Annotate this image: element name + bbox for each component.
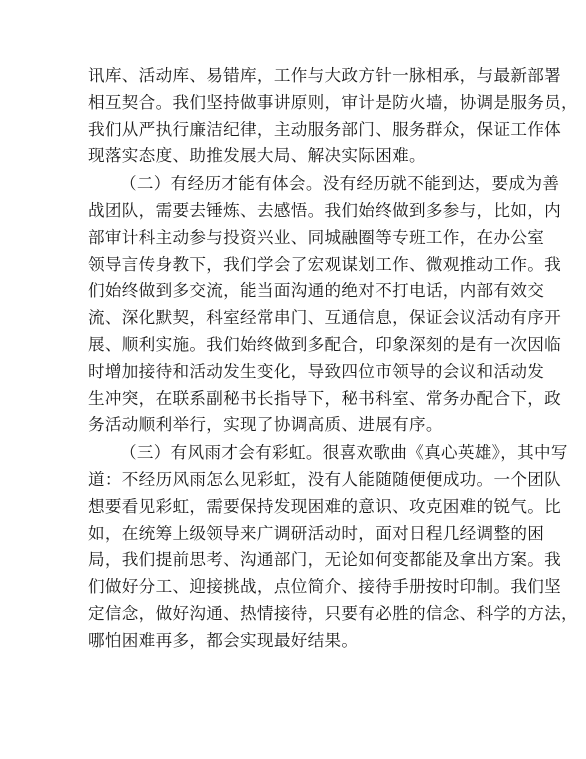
text-line: 想要看见彩虹，需要保持发现困难的意识、攻克困难的锐气。比 <box>88 496 562 516</box>
paragraph-3 <box>88 440 578 654</box>
text-line: 局，我们提前思考、沟通部门，无论如何变都能及拿出方案。我 <box>88 550 562 570</box>
text-line: 部审计科主动参与投资兴业、同城融圈等专班工作，在办公室 <box>88 227 545 247</box>
text-line: 时增加接待和活动发生变化，导致四位市领导的会议和活动发 <box>88 361 545 381</box>
text-line: 们做好分工、迎接挑战，点位简介、接待手册按时印制。我们坚 <box>88 577 562 597</box>
text-line: 定信念，做好沟通、热情接待，只要有必胜的信念、科学的方法， <box>88 603 578 623</box>
paragraph-2 <box>88 171 562 439</box>
text-line: 现落实态度、助推发展大局、解决实际困难。 <box>88 146 426 166</box>
text-line: 领导言传身教下，我们学会了宏观谋划工作、微观推动工作。我 <box>88 254 562 274</box>
text-line: 相互契合。我们坚持做事讲原则，审计是防火墙，协调是服务员， <box>88 92 578 112</box>
text-line: 我们从严执行廉洁纪律，主动服务部门、服务群众，保证工作体 <box>88 119 562 139</box>
text-line: 务活动顺利举行，实现了协调高质、进展有序。 <box>88 415 443 435</box>
paragraph-1 <box>88 63 578 170</box>
text-line: 哪怕困难再多，都会实现最好结果。 <box>88 630 359 650</box>
text-line: 如，在统筹上级领导来广调研活动时，面对日程几经调整的困 <box>88 523 545 543</box>
document-body <box>88 63 578 655</box>
text-line: 们始终做到多交流，能当面沟通的绝对不打电话，内部有效交 <box>88 281 545 301</box>
text-line: 战团队，需要去锤炼、去感悟。我们始终做到多参与，比如，内 <box>88 200 562 220</box>
text-line: （二）有经历才能有体会。没有经历就不能到达，要成为善 <box>120 174 560 194</box>
text-line: 展、顺利实施。我们始终做到多配合，印象深刻的是有一次因临 <box>88 334 562 354</box>
text-line: 流、深化默契，科室经常串门、互通信息，保证会议活动有序开 <box>88 308 562 328</box>
text-line: 生冲突，在联系副秘书长指导下，秘书科室、常务办配合下，政 <box>88 388 562 408</box>
text-line: 讯库、活动库、易错库，工作与大政方针一脉相承，与最新部署 <box>88 66 562 85</box>
text-line: 道：不经历风雨怎么见彩虹，没有人能随随便便成功。一个团队 <box>88 469 562 489</box>
text-line: （三）有风雨才会有彩虹。很喜欢歌曲《真心英雄》，其中写 <box>120 443 568 463</box>
